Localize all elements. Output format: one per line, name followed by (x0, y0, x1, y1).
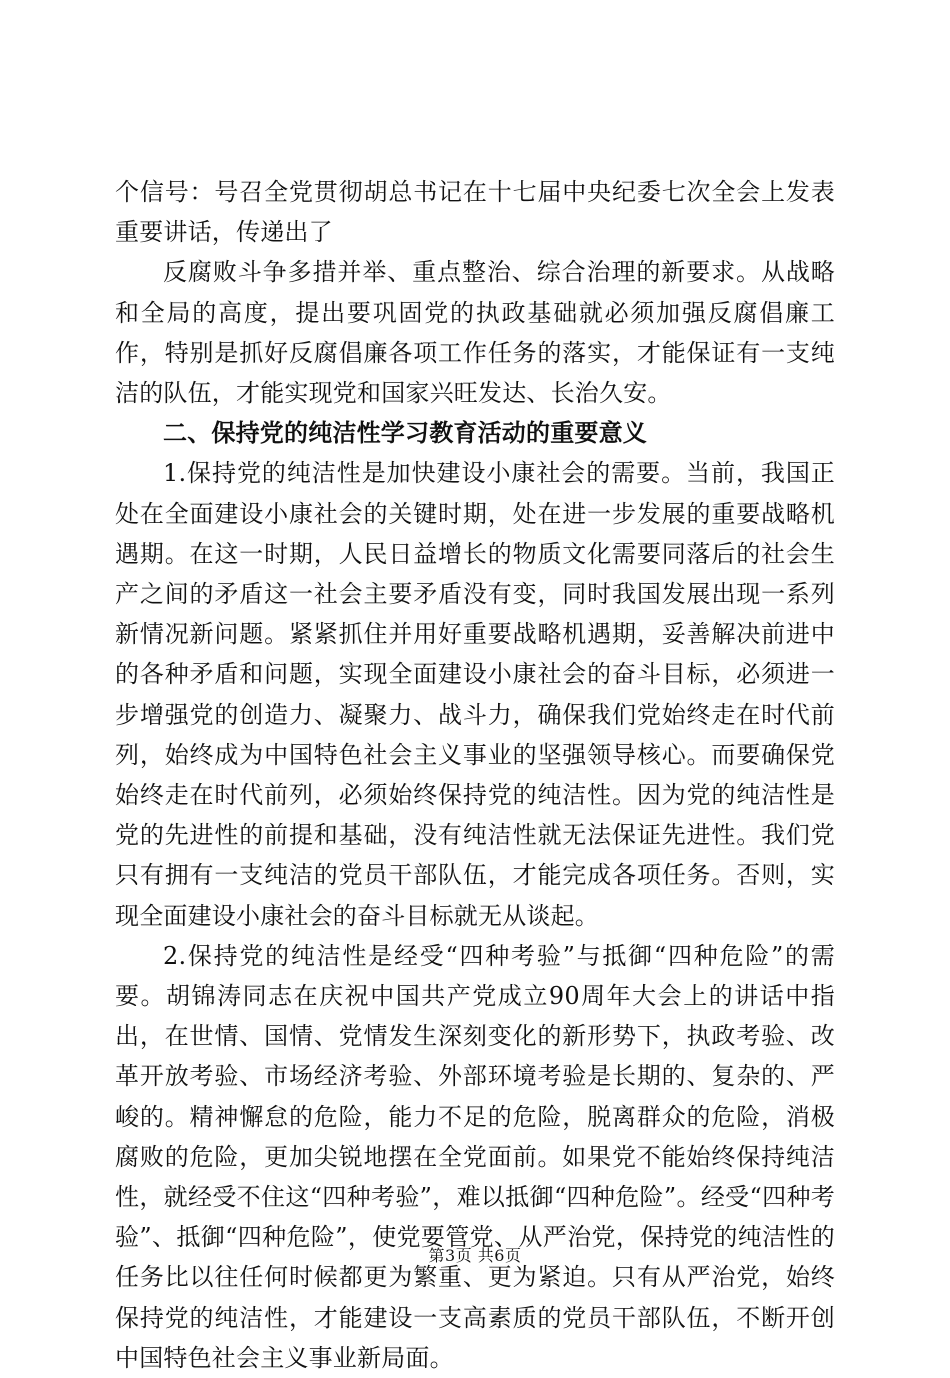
paragraph-point-2: 2.保持党的纯洁性是经受“四种考验”与抵御“四种危险”的需要。胡锦涛同志在庆祝中国共产党成立90周年大会上的讲话中指出，在世情、国情、党情发生深刻变化的新形势下，执政考验、改革开放考验、市场经济考验、外部环境考验是长期的、复杂的、严峻的。精神懈怠的危险，能力不足的危险，脱离群众的危险，消极腐败的危险，更加尖锐地摆在全党面前。如果党不能始终保持纯洁性，就经受不住这“四种考验”，难以抵御“四种危险”。经受“四种考验”、抵御“四种危险”，使党要管党、从严治党，保持党的纯洁性的任务比以往任何时候都更为繁重、更为紧迫。只有从严治党，始终保持党的纯洁性，才能建设一支高素质的党员干部队伍，不断开创中国特色社会主义事业新局面。 (115, 941, 835, 1372)
section-heading: 二、保持党的纯洁性学习教育活动的重要意义 (163, 418, 647, 448)
paragraph-point-1: 1.保持党的纯洁性是加快建设小康社会的需要。当前，我国正处在全面建设小康社会的关键时期，处在进一步发展的重要战略机遇期。在这一时期，人民日益增长的物质文化需要同落后的社会生产之间的矛盾这一社会主要矛盾没有变，同时我国发展出现一系列新情况新问题。紧紧抓住并用好重要战略机遇期，妥善解决前进中的各种矛盾和问题，实现全面建设小康社会的奋斗目标，必须进一步增强党的创造力、凝聚力、战斗力，确保我们党始终走在时代前列，始终成为中国特色社会主义事业的坚强领导核心。而要确保党始终走在时代前列，必须始终保持党的纯洁性。因为党的纯洁性是党的先进性的前提和基础，没有纯洁性就无法保证先进性。我们党只有拥有一支纯洁的党员干部队伍，才能完成各项任务。否则，实现全面建设小康社会的奋斗目标就无从谈起。 (115, 459, 835, 930)
paragraph-anticorruption: 反腐败斗争多措并举、重点整治、综合治理的新要求。从战略和全局的高度，提出要巩固党的执政基础就必须加强反腐倡廉工作，特别是抓好反腐倡廉各项工作任务的落实，才能保证有一支纯洁的队伍，才能实现党和国家兴旺发达、长治久安。 (115, 258, 835, 408)
document-body (115, 172, 835, 1378)
page-number-footer: 第3页 共6页 (428, 1246, 522, 1265)
paragraph-continuation: 个信号：号召全党贯彻胡总书记在十七届中央纪委七次全会上发表重要讲话，传递出了 (115, 178, 835, 247)
